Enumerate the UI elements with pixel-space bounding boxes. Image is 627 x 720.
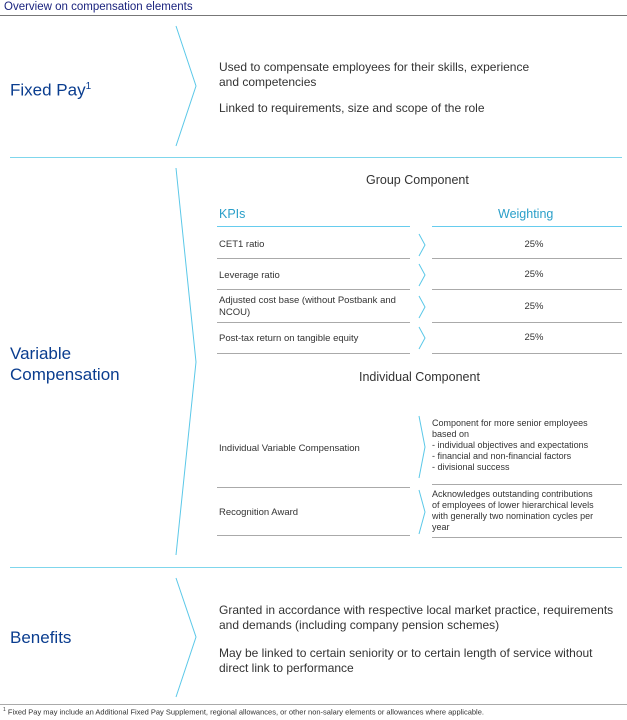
section-divider-1 [10, 157, 622, 158]
kpis-header: KPIs [219, 207, 246, 221]
row-divider [432, 484, 622, 485]
variable-comp-label: Variable Compensation [10, 344, 120, 384]
individual-chevron-2 [419, 490, 425, 534]
weighting-header-line [432, 226, 622, 227]
row-divider [432, 353, 622, 354]
kpi-weight: 25% [524, 239, 544, 250]
fixed-pay-description-1: Used to compensate employees for their skills, experience and competencies [219, 60, 530, 89]
row-divider [432, 258, 622, 259]
individual-item-name: Recognition Award [219, 507, 299, 518]
kpi-chevron-1 [419, 234, 425, 256]
row-divider [432, 322, 622, 323]
kpi-weight: 25% [524, 301, 544, 312]
kpi-chevron-3 [419, 296, 425, 318]
individual-chevron-1 [419, 416, 425, 478]
row-divider [217, 353, 410, 354]
fixed-pay-label: Fixed Pay$^1$ [10, 80, 92, 100]
benefits-description-1: Granted in accordance with respective local market practice, requirements and demands (including company pension schemes) [219, 603, 614, 632]
kpi-name: Adjusted cost base (without Postbank and NCOU) [219, 295, 396, 318]
row-divider [217, 322, 410, 323]
individual-item-description: Component for more senior employees based on - individual objectives and expectations - financial and non-financial factors - divisional success [432, 418, 589, 472]
kpi-weight: 25% [524, 332, 544, 343]
row-divider [217, 487, 410, 488]
kpi-name: Post-tax return on tangible equity [219, 333, 359, 344]
row-divider [217, 258, 410, 259]
page-title: Overview on compensation elements [4, 1, 193, 13]
footnote-divider [0, 704, 627, 705]
section-divider-2 [10, 567, 622, 568]
kpi-chevron-2 [419, 264, 425, 286]
row-divider [432, 289, 622, 290]
individual-item-description: Acknowledges outstanding contributions of employees of lower hierarchical levels with generally two nomination cycles per year [432, 489, 594, 532]
individual-component-title: Individual Component [359, 370, 480, 384]
kpi-name: CET1 ratio [219, 239, 265, 250]
benefits-chevron [176, 578, 196, 697]
row-divider [217, 535, 410, 536]
benefits-description-2: May be linked to certain seniority or to certain length of service without direct link to performance [219, 646, 593, 675]
fixed-pay-chevron [176, 26, 196, 146]
kpis-header-line [217, 226, 410, 227]
kpi-chevron-4 [419, 327, 425, 349]
group-component-title: Group Component [366, 173, 469, 187]
variable-comp-chevron [176, 168, 196, 555]
kpi-weight: 25% [524, 269, 544, 280]
individual-item-name: Individual Variable Compensation [219, 443, 360, 454]
fixed-pay-description-2: Linked to requirements, size and scope of the role [219, 101, 485, 115]
weighting-header: Weighting [498, 207, 554, 221]
kpi-name: Leverage ratio [219, 270, 280, 281]
footnote: $^1$ Fixed Pay may include an Additional Fixed Pay Supplement, regional allowances, or other non-salary elements or allowances where applicable. [3, 707, 484, 717]
row-divider [432, 537, 622, 538]
footnote-mark: 1 [3, 707, 6, 713]
row-divider [217, 289, 410, 290]
benefits-label: Benefits [10, 628, 72, 647]
